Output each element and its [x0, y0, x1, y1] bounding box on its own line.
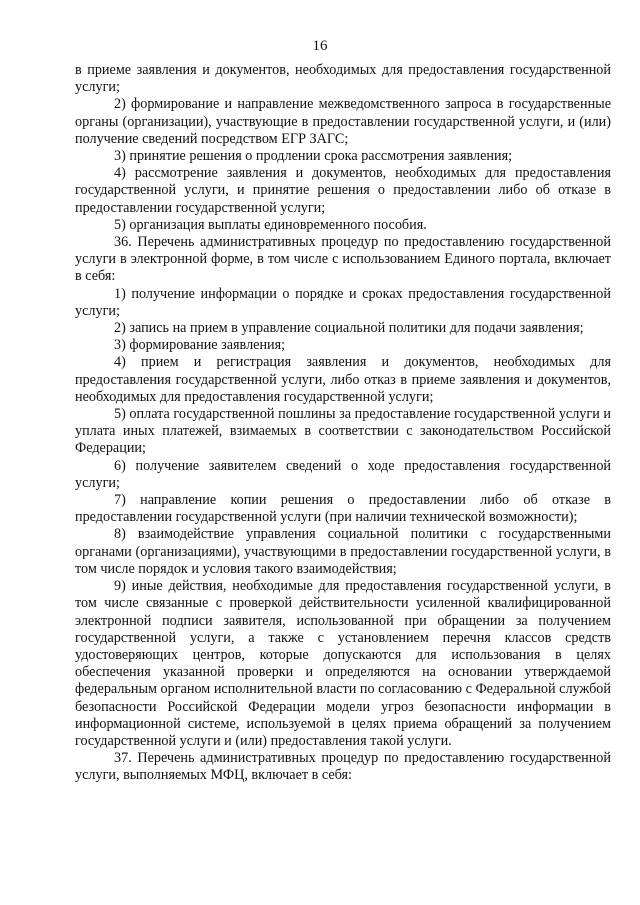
paragraph: 3) формирование заявления;: [114, 337, 286, 354]
paragraph: 2) запись на прием в управление социальной политики для подачи заявления;: [114, 320, 584, 337]
paragraph: 36. Перечень административных процедур по предоставлению государственной услуги в электронной форме, в том числе с использованием Единого портала, включает в себя:: [75, 234, 611, 285]
paragraph: в приеме заявления и документов, необходимых для предоставления государственной услуги;: [75, 62, 611, 96]
paragraph: 1) получение информации о порядке и сроках предоставления государственной услуги;: [75, 285, 611, 319]
document-body: [75, 62, 611, 785]
paragraph: 37. Перечень административных процедур по предоставлению государственной услуги, выполняемых МФЦ, включает в себя:: [75, 750, 611, 784]
paragraph: 5) организация выплаты единовременного пособия.: [114, 216, 427, 233]
page-number: 16: [312, 38, 328, 54]
paragraph: 4) рассмотрение заявления и документов, необходимых для предоставления государственной услуги, и принятие решения о предоставлении либо об отказе в предоставлении государственной услуги;: [75, 165, 611, 216]
paragraph: 8) взаимодействие управления социальной политики с государственными органами (организациями), участвующими в предоставлении государственной услуги, в том числе порядок и условия такого взаимодействия;: [75, 526, 611, 577]
paragraph: 5) оплата государственной пошлины за предоставление государственной услуги и уплата иных платежей, взимаемых в соответствии с законодательством Российской Федерации;: [75, 406, 611, 457]
paragraph: 2) формирование и направление межведомственного запроса в государственные органы (организации), участвующие в предоставлении государственной услуги, и (или) получение сведений посредством ЕГР ЗАГС;: [75, 96, 611, 147]
paragraph: 7) направление копии решения о предоставлении либо об отказе в предоставлении государственной услуги (при наличии технической возможности);: [75, 492, 611, 526]
paragraph: 6) получение заявителем сведений о ходе предоставления государственной услуги;: [75, 457, 611, 491]
paragraph: 3) принятие решения о продлении срока рассмотрения заявления;: [114, 148, 513, 165]
paragraph: 9) иные действия, необходимые для предоставления государственной услуги, в том числе связанные с проверкой действительности усиленной квалифицированной электронной подписи заявителя, использованной при обращении за получением государственной услуги, а также с установлением перечня классов средств удостоверяющих центров, которые допускаются для использования в целях обеспечения указанной проверки и определяются на основании утверждаемой федеральным органом исполнительной власти по согласованию с Федеральной службой безопасности Российской Федерации модели угроз безопасности информации в информационной системе, используемой в целях приема обращений за получением государственной услуги и (или) предоставления такой услуги.: [75, 578, 611, 749]
paragraph: 4) прием и регистрация заявления и документов, необходимых для предоставления государственной услуги, либо отказ в приеме заявления и документов, необходимых для предоставления государственной услуги;: [75, 354, 611, 405]
